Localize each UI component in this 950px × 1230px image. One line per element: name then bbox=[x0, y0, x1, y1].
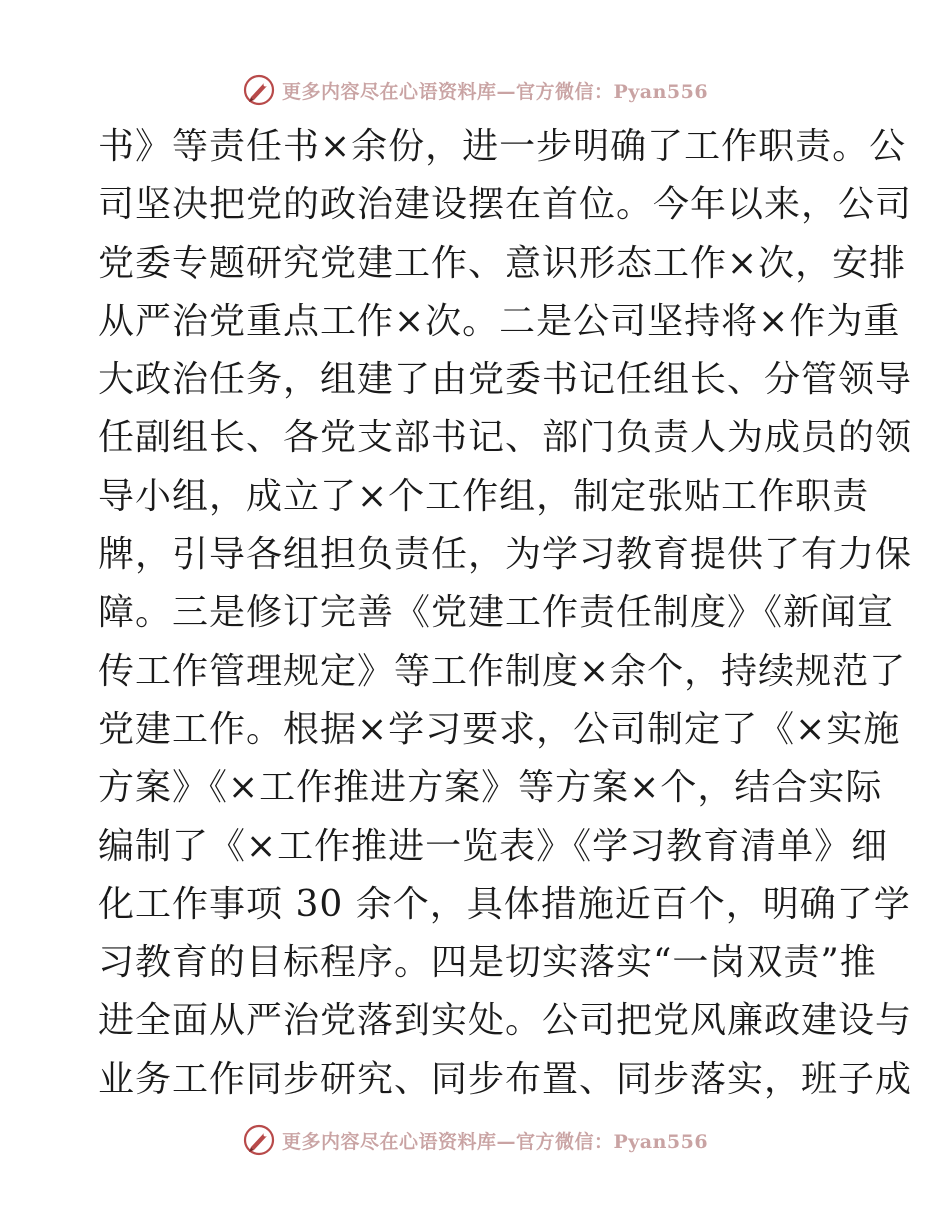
pen-logo-icon bbox=[242, 1123, 276, 1157]
text-line: 方案》《×工作推进方案》等方案×个，结合实际 bbox=[98, 767, 883, 809]
text-line: 化工作事项 30 余个，具体措施近百个，明确了学 bbox=[98, 883, 911, 925]
text-line: 传工作管理规定》等工作制度×余个，持续规范了 bbox=[98, 650, 907, 692]
text-line: 从严治党重点工作×次。二是公司坚持将×作为重 bbox=[98, 300, 901, 342]
text-line: 书》等责任书×余份，进一步明确了工作职责。公 bbox=[98, 126, 907, 167]
text-line: 任副组长、各党支部书记、部门负责人为成员的领 bbox=[98, 417, 913, 459]
document-body bbox=[98, 118, 913, 1109]
watermark-text: 更多内容尽在心语资料库—官方微信：Pyan556 bbox=[281, 1130, 709, 1153]
watermark-text: 更多内容尽在心语资料库—官方微信：Pyan556 bbox=[281, 80, 709, 103]
text-line: 编制了《×工作推进一览表》《学习教育清单》细 bbox=[98, 825, 889, 867]
text-line: 党建工作。根据×学习要求，公司制定了《×实施 bbox=[98, 708, 901, 750]
header-watermark bbox=[0, 70, 950, 110]
text-line: 大政治任务，组建了由党委书记任组长、分管领导 bbox=[98, 359, 913, 401]
text-line: 牌，引导各组担负责任，为学习教育提供了有力保 bbox=[98, 534, 913, 576]
text-line: 障。三是修订完善《党建工作责任制度》《新闻宣 bbox=[98, 592, 895, 634]
text-line: 进全面从严治党落到实处。公司把党风廉政建设与 bbox=[98, 1000, 913, 1042]
pen-logo-icon bbox=[242, 73, 276, 107]
footer-watermark bbox=[0, 1120, 950, 1160]
text-line: 导小组，成立了×个工作组，制定张贴工作职责 bbox=[98, 475, 870, 517]
text-line: 党委专题研究党建工作、意识形态工作×次，安排 bbox=[98, 242, 907, 284]
text-line: 司坚决把党的政治建设摆在首位。今年以来，公司 bbox=[98, 184, 913, 226]
text-line: 习教育的目标程序。四是切实落实“一岗双责”推 bbox=[98, 942, 877, 984]
text-line: 业务工作同步研究、同步布置、同步落实，班子成 bbox=[98, 1058, 913, 1100]
